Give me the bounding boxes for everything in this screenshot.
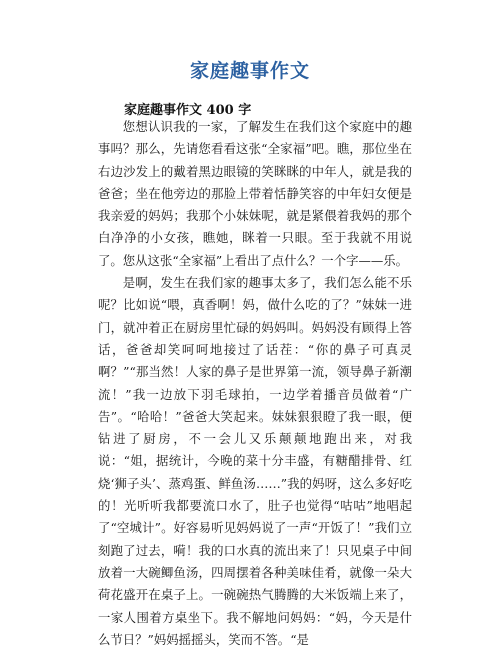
essay-subtitle: 家庭趣事作文 400 字 [124,103,252,118]
essay-paragraph-1: 您想认识我的一家，了解发生在我们这个家庭中的趣事吗？那么，先请您看看这张“全家福”吧。瞧，那位坐在右边沙发上的戴着黑边眼镜的笑眯眯的中年人，就是我的爸爸；坐在他旁边的那脸上带着恬静笑容的中年妇女便是我亲爱的妈妈；我那个小妹妹呢，就是紧偎着我妈的那个白净净的小女孩，瞧她，眯着一只眼。至于我就不用说了。您从这张“全家福”上看出了点什么？一个字——乐。 [98,119,412,268]
essay-paragraph-2: 是啊，发生在我们家的趣事太多了，我们怎么能不乐呢？比如说“喂，真香啊！妈，做什么吃的了？”妹妹一进门，就冲着正在厨房里忙碌的妈妈叫。妈妈没有顾得上答话，爸爸却笑呵呵地接过了话茬：“你的鼻子可真灵啊？”“那当然！人家的鼻子是世界第一流，领导鼻子新潮流！”我一边放下羽毛球拍，一边学着播音员做着“广告”。“哈哈！”爸爸大笑起来。妹妹狠狠瞪了我一眼，便钻进了厨房，不一会儿又乐颠颠地跑出来，对我说：“姐，据统计，今晚的菜十分丰盛，有糖醋排骨、红烧‘狮子头’、蒸鸡蛋、鲜鱼汤……”我的妈呀，这么多好吃的！光听听我都要流口水了，肚子也觉得“咕咕”地唱起了“空城计”。好容易听见妈妈说了一声“开饭了！”我们立刻跑了过去，嗬！我的口水真的流出来了！只见桌子中间放着一大碗鲫鱼汤，四周摆着各种美味佳肴，就像一朵大荷花盛开在桌子上。一碗碗热气腾腾的大米饭端上来了，一家人围着方桌坐下。我不解地问妈妈：“妈，今天是什么节日？”妈妈摇摇头，笑而不答。“是 [98,275,412,647]
document-title: 家庭趣事作文 [189,60,310,82]
essay-body [98,116,412,651]
